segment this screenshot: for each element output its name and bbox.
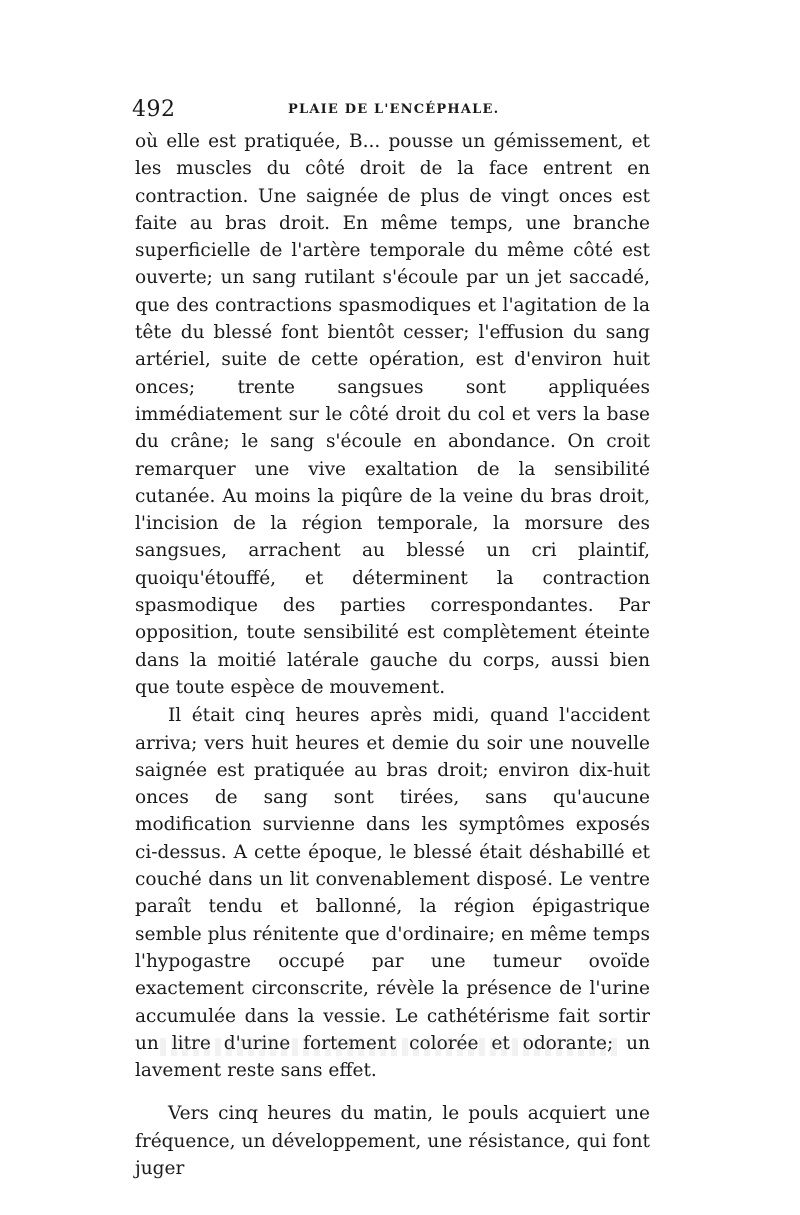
body-text — [135, 128, 650, 1182]
running-head: PLAIE DE L'ENCÉPHALE. — [288, 102, 500, 117]
page-number: 492 — [132, 97, 176, 122]
page-header — [130, 97, 670, 127]
paragraph-2: Il était cinq heures après midi, quand l'accident arriva; vers huit heures et demie du soir une nouvelle saignée est pratiquée au bras droit; environ dix-huit onces de sang sont tirées, sans qu'aucune modification survienne dans les symptômes exposés ci-dessus. A cette époque, le blessé était déshabillé et couché dans un lit convenablement disposé. Le ventre paraît tendu et ballonné, la région épigastrique semble plus rénitente que d'ordinaire; en même temps l'hypogastre occupé par une tumeur ovoïde exactement circonscrite, révèle la présence de l'urine accumulée dans la vessie. Le cathétérisme fait sortir un litre d'urine fortement colorée et odorante; un lavement reste sans effet. — [135, 705, 650, 1082]
bleed-through-shadow — [160, 1038, 620, 1056]
paragraph-1: où elle est pratiquée, B... pousse un gémissement, et les muscles du côté droit de la face entrent en contraction. Une saignée de plus de vingt onces est faite au bras droit. En même temps, une branche superficielle de l'artère temporale du même côté est ouverte; un sang rutilant s'écoule par un jet saccadé, que des contractions spasmodiques et l'agitation de la tête du blessé font bientôt cesser; l'effusion du sang artériel, suite de cette opération, est d'environ huit onces; trente sangsues sont appliquées immédiatement sur le côté droit du col et vers la base du crâne; le sang s'écoule en abondance. On croit remarquer une vive exaltation de la sensibilité cutanée. Au moins la piqûre de la veine du bras droit, l'incision de la région temporale, la morsure des sangsues, arrachent au blessé un cri plaintif, quoiqu'étouffé, et déterminent la contraction spasmodique des parties correspondantes. Par opposition, toute sensibilité est complètement éteinte dans la moitié latérale gauche du corps, aussi bien que toute espèce de mouvement. — [135, 131, 650, 698]
paragraph-3: Vers cinq heures du matin, le pouls acquiert une fréquence, un développement, une résistance, qui font juger — [135, 1103, 650, 1179]
